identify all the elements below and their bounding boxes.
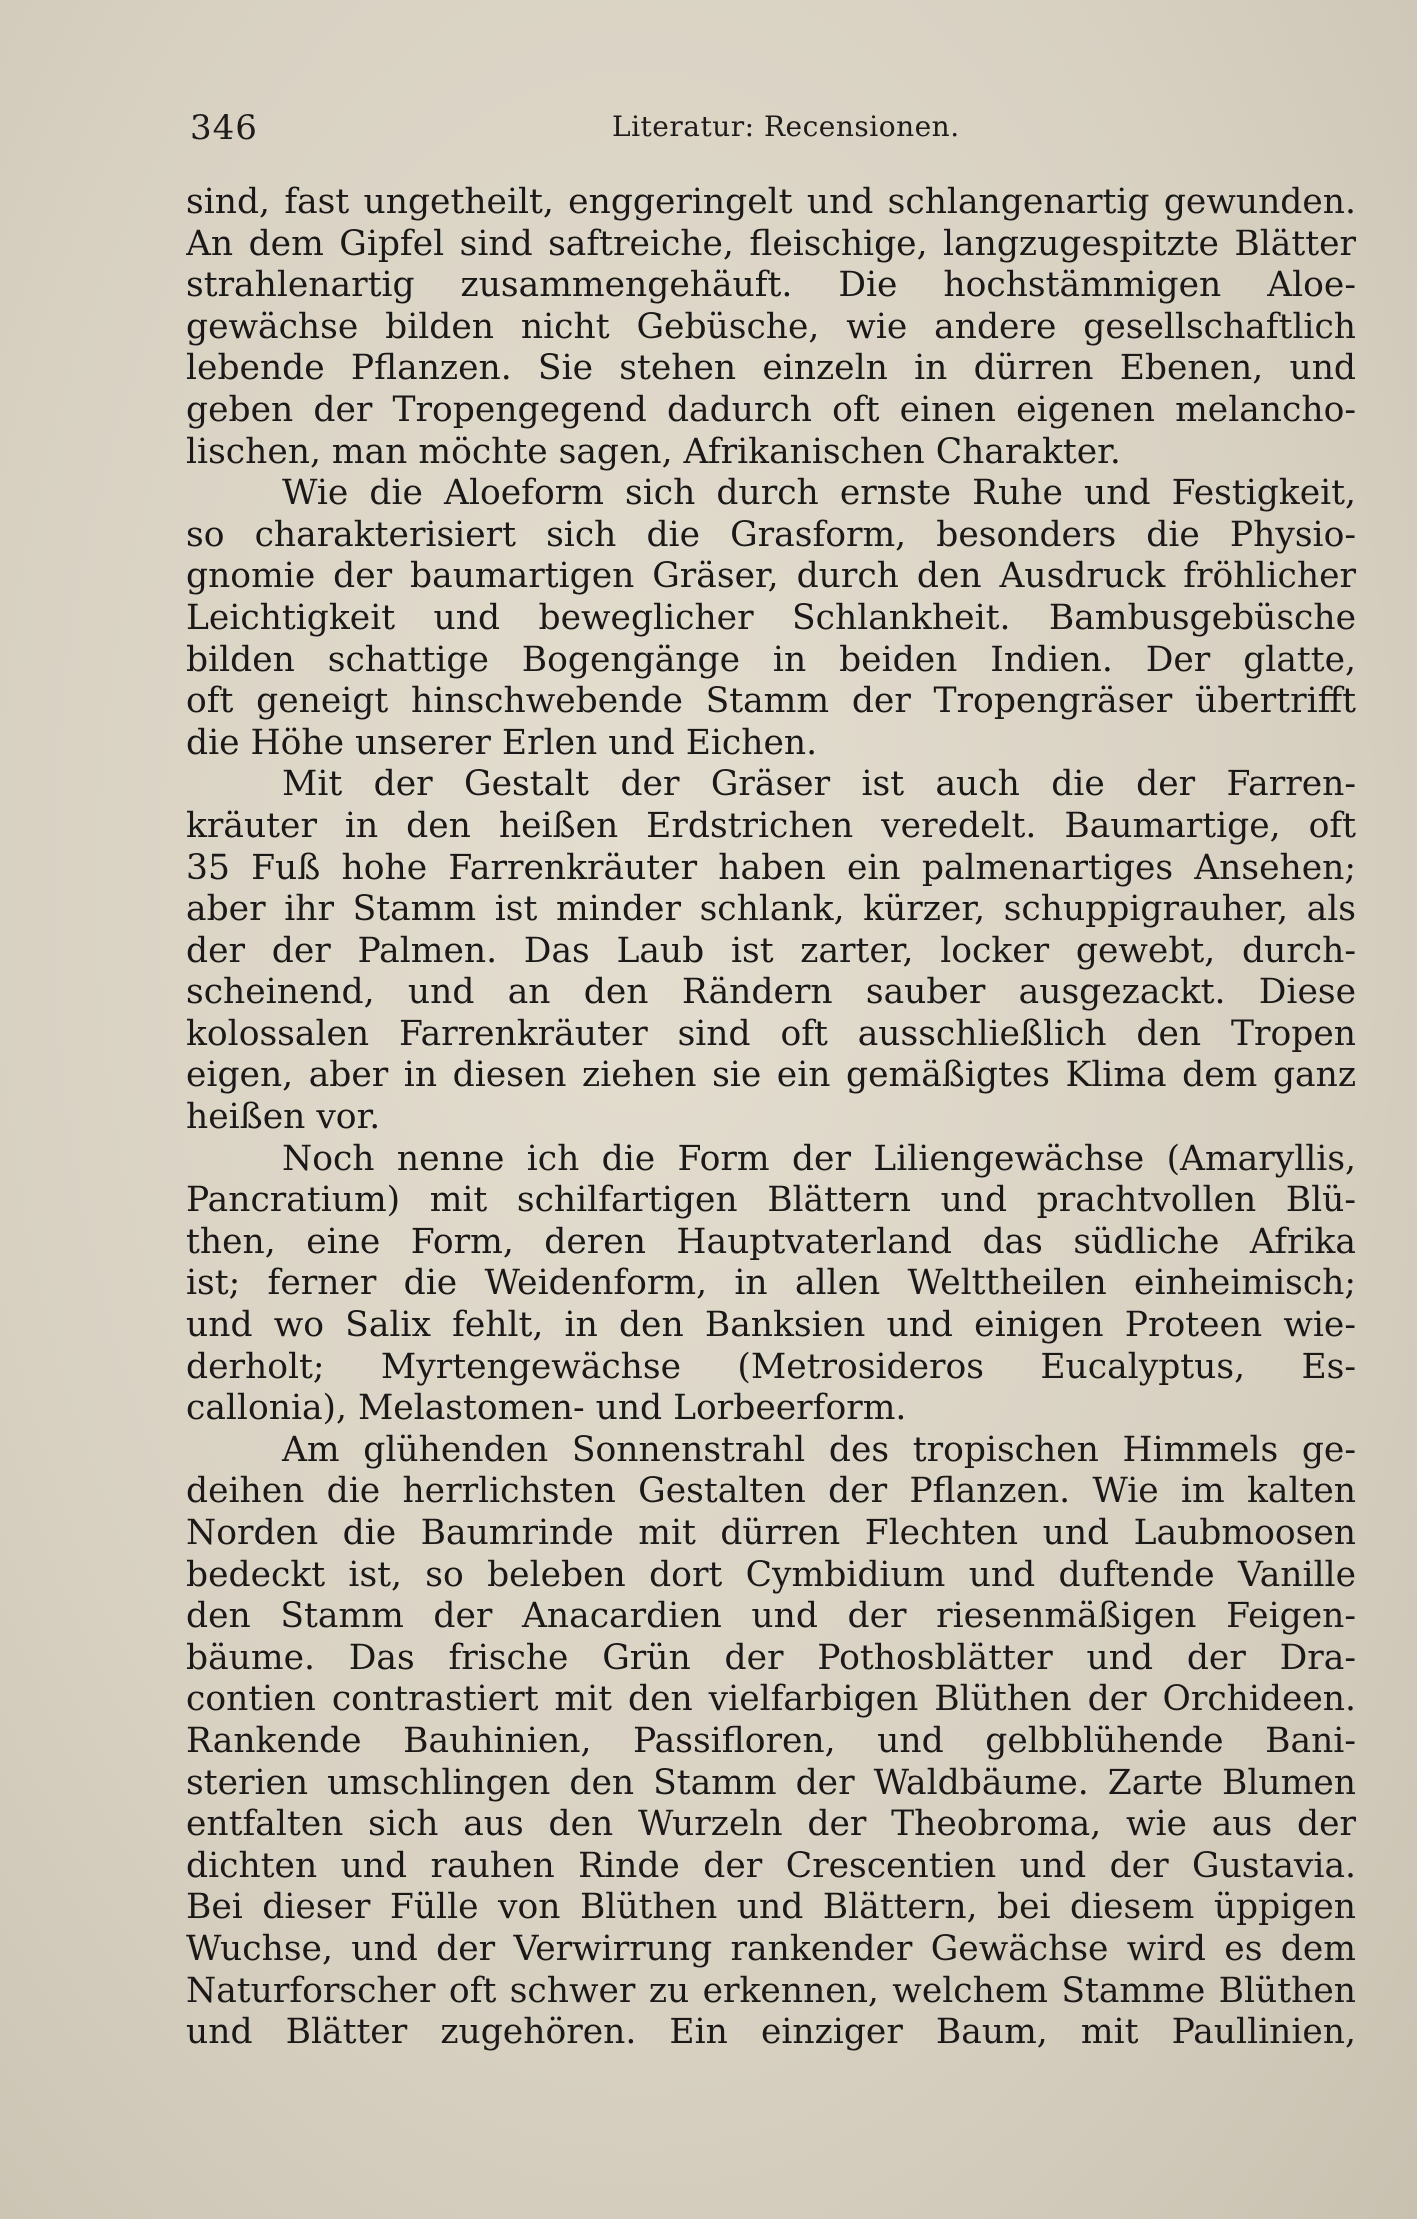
text-line: ist; ferner die Weidenform, in allen Welttheilen einheimisch;	[186, 1263, 1356, 1304]
text-line: eigen, aber in diesen ziehen sie ein gemäßigtes Klima dem ganz	[186, 1055, 1356, 1096]
body-text	[186, 182, 1356, 2054]
text-line: bilden schattige Bogengänge in beiden Indien. Der glatte,	[186, 639, 1356, 680]
text-line: Pancratium) mit schilfartigen Blättern und prachtvollen Blü-	[186, 1180, 1356, 1221]
text-line: callonia), Melastomen- und Lorbeerform.	[186, 1388, 907, 1429]
text-line: sterien umschlingen den Stamm der Waldbäume. Zarte Blumen	[186, 1762, 1356, 1803]
text-line: die Höhe unserer Erlen und Eichen.	[186, 722, 818, 763]
text-line: Wie die Aloeform sich durch ernste Ruhe und Festigkeit,	[282, 473, 1356, 514]
text-line: lebende Pflanzen. Sie stehen einzeln in dürren Ebenen, und	[186, 348, 1356, 389]
page-number: 346	[190, 108, 258, 148]
text-line: sind, fast ungetheilt, enggeringelt und schlangenartig gewunden.	[186, 182, 1356, 222]
text-line: deihen die herrlichsten Gestalten der Pflanzen. Wie im kalten	[186, 1471, 1356, 1512]
text-line: derholt; Myrtengewächse (Metrosideros Eucalyptus, Es-	[186, 1346, 1356, 1387]
text-line: strahlenartig zusammengehäuft. Die hochstämmigen Aloe-	[186, 265, 1356, 306]
text-line: so charakterisiert sich die Grasform, besonders die Physio-	[186, 514, 1356, 555]
text-line: kolossalen Farrenkräuter sind oft ausschließlich den Tropen	[186, 1013, 1356, 1054]
text-line: bedeckt ist, so beleben dort Cymbidium und duftende Vanille	[186, 1554, 1356, 1595]
text-line: Noch nenne ich die Form der Liliengewächse (Amaryllis,	[282, 1138, 1356, 1179]
text-line: den Stamm der Anacardien und der riesenmäßigen Feigen-	[186, 1596, 1356, 1637]
text-line: then, eine Form, deren Hauptvaterland das südliche Afrika	[186, 1221, 1356, 1262]
text-line: Bei dieser Fülle von Blüthen und Blättern, bei diesem üppigen	[186, 1887, 1356, 1928]
text-line: scheinend, und an den Rändern sauber ausgezackt. Diese	[186, 972, 1356, 1013]
text-line: entfalten sich aus den Wurzeln der Theobroma, wie aus der	[186, 1804, 1356, 1845]
text-line: oft geneigt hinschwebende Stamm der Tropengräser übertrifft	[186, 681, 1356, 722]
running-head: Literatur: Recensionen.	[612, 110, 960, 143]
text-line: Rankende Bauhinien, Passifloren, und gelbblühende Bani-	[186, 1720, 1356, 1761]
text-line: Norden die Baumrinde mit dürren Flechten und Laubmoosen	[186, 1513, 1356, 1553]
text-line: und wo Salix fehlt, in den Banksien und einigen Proteen wie-	[186, 1305, 1356, 1346]
text-line: Am glühenden Sonnenstrahl des tropischen Himmels ge-	[282, 1429, 1356, 1470]
text-line: Naturforscher oft schwer zu erkennen, welchem Stamme Blüthen	[186, 1970, 1356, 2011]
text-line: dichten und rauhen Rinde der Crescentien und der Gustavia.	[186, 1845, 1356, 1886]
text-line: geben der Tropengegend dadurch oft einen eigenen melancho-	[186, 389, 1356, 430]
text-line: Leichtigkeit und beweglicher Schlankheit. Bambusgebüsche	[186, 597, 1356, 638]
text-line: gnomie der baumartigen Gräser, durch den Ausdruck fröhlicher	[186, 556, 1356, 597]
text-line: der der Palmen. Das Laub ist zarter, locker gewebt, durch-	[186, 930, 1356, 971]
text-line: contien contrastiert mit den vielfarbigen Blüthen der Orchideen.	[186, 1679, 1356, 1720]
text-line: heißen vor.	[186, 1097, 381, 1138]
text-line: 35 Fuß hohe Farrenkräuter haben ein palmenartiges Ansehen;	[186, 847, 1356, 888]
text-line: und Blätter zugehören. Ein einziger Baum, mit Paullinien,	[186, 2012, 1356, 2053]
text-line: bäume. Das frische Grün der Pothosblätter und der Dra-	[186, 1637, 1356, 1678]
text-line: aber ihr Stamm ist minder schlank, kürzer, schuppigrauher, als	[186, 889, 1356, 930]
text-line: Wuchse, und der Verwirrung rankender Gewächse wird es dem	[186, 1928, 1356, 1969]
text-line: gewächse bilden nicht Gebüsche, wie andere gesellschaftlich	[186, 306, 1356, 347]
text-line: lischen, man möchte sagen, Afrikanischen Charakter.	[186, 431, 1121, 472]
text-line: kräuter in den heißen Erdstrichen veredelt. Baumartige, oft	[186, 805, 1356, 846]
text-line: Mit der Gestalt der Gräser ist auch die der Farren-	[282, 764, 1356, 805]
text-line: An dem Gipfel sind saftreiche, fleischige, langzugespitzte Blätter	[186, 223, 1356, 264]
